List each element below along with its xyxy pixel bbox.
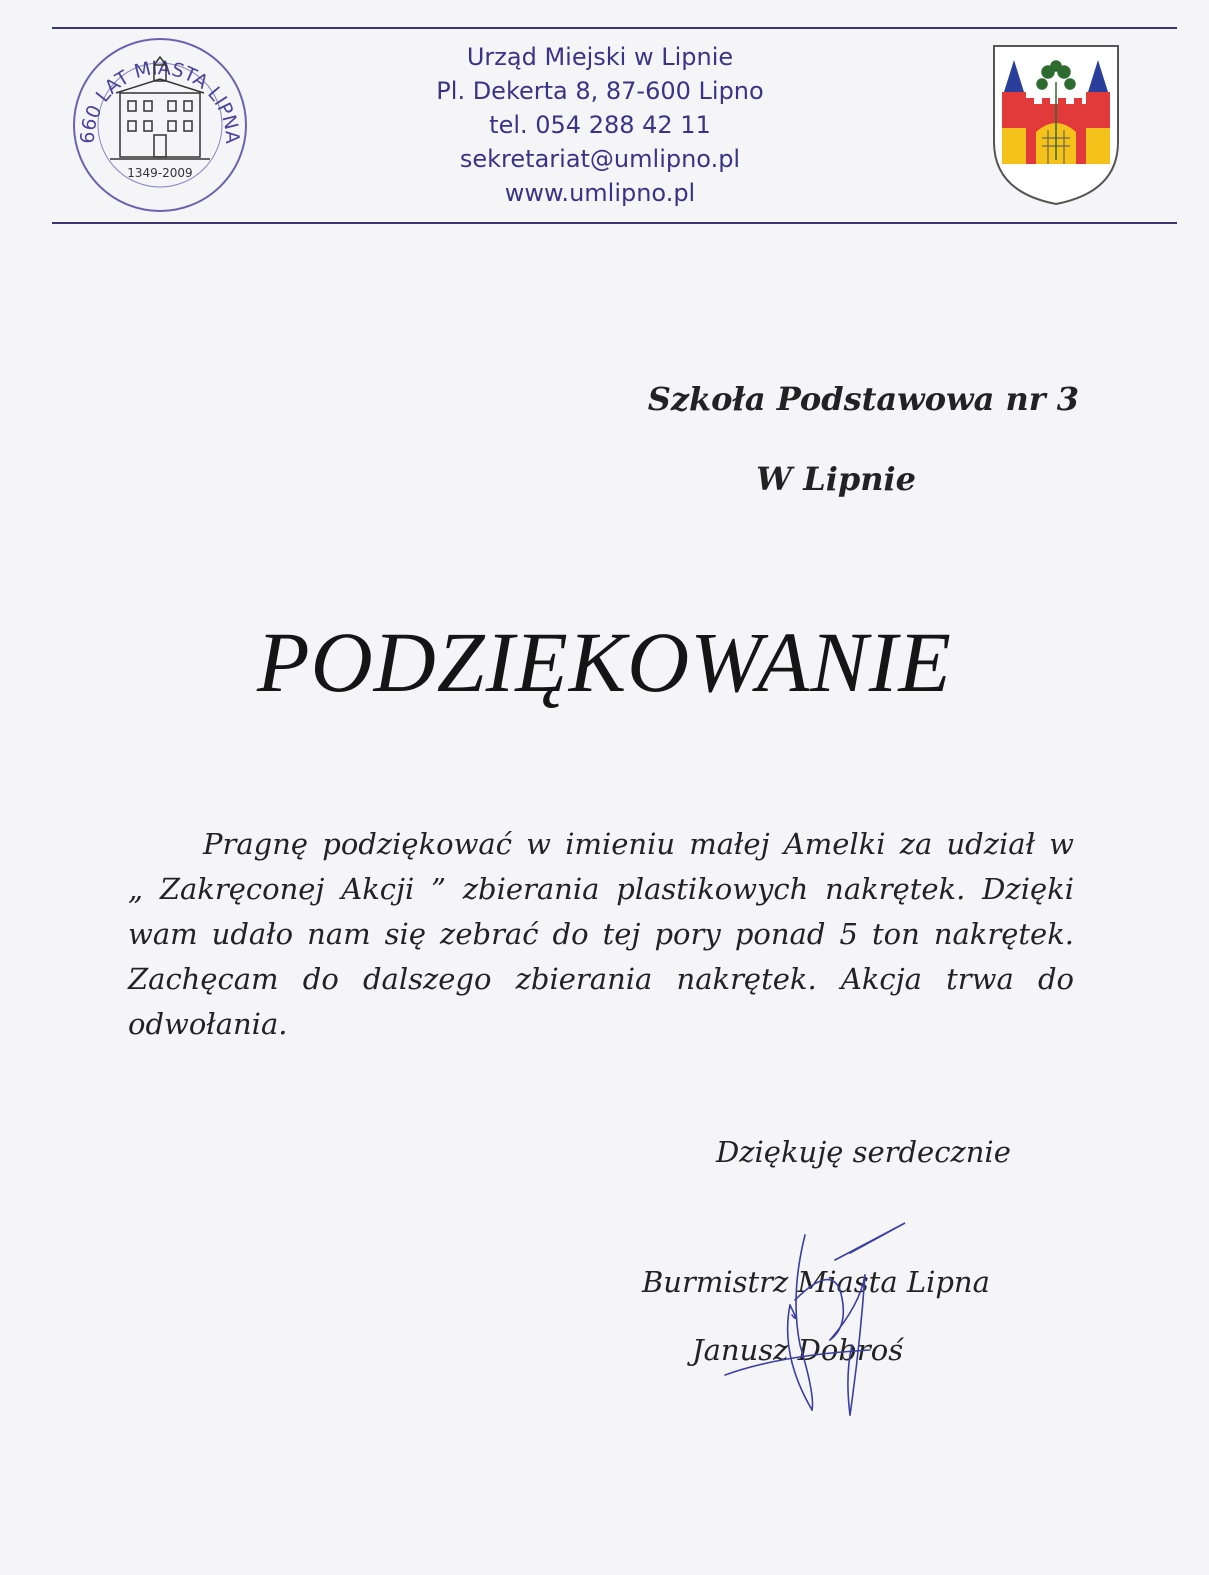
office-email: sekretariat@umlipno.pl	[459, 145, 741, 173]
city-anniversary-seal-logo	[70, 35, 250, 215]
signer-title: Burmistrz Miasta Lipna	[642, 1265, 990, 1299]
svg-text:660 LAT MIASTA LIPNA: 660 LAT MIASTA LIPNA	[76, 57, 244, 145]
office-website: www.umlipno.pl	[504, 179, 696, 207]
document-title: PODZIĘKOWANIE	[257, 614, 952, 710]
header-bottom-rule	[52, 222, 1177, 224]
recipient-line-1: Szkoła Podstawowa nr 3	[647, 380, 1079, 418]
closing-phrase: Dziękuję serdecznie	[716, 1135, 1011, 1169]
office-phone: tel. 054 288 42 11	[489, 111, 711, 139]
recipient-line-2: W Lipnie	[756, 460, 916, 498]
office-name: Urząd Miejski w Lipnie	[466, 43, 734, 71]
header-top-rule	[52, 27, 1177, 29]
signer-name: Janusz Dobroś	[692, 1333, 904, 1367]
letterhead-contact	[340, 40, 860, 210]
letter-body: Pragnę podziękować w imieniu małej Amelki za udział w „ Zakręconej Akcji ” zbierania plastikowych nakrętek. Dzięki wam udało nam się zebrać do tej pory ponad 5 ton nakrętek. Zachęcam do dalszego zbierania nakrętek. Akcja trwa do odwołania.	[128, 827, 1074, 1041]
office-address: Pl. Dekerta 8, 87-600 Lipno	[436, 77, 764, 105]
handwritten-signature	[720, 1205, 940, 1445]
svg-text:1349-2009: 1349-2009	[127, 166, 193, 180]
coat-of-arms-icon	[990, 42, 1122, 208]
